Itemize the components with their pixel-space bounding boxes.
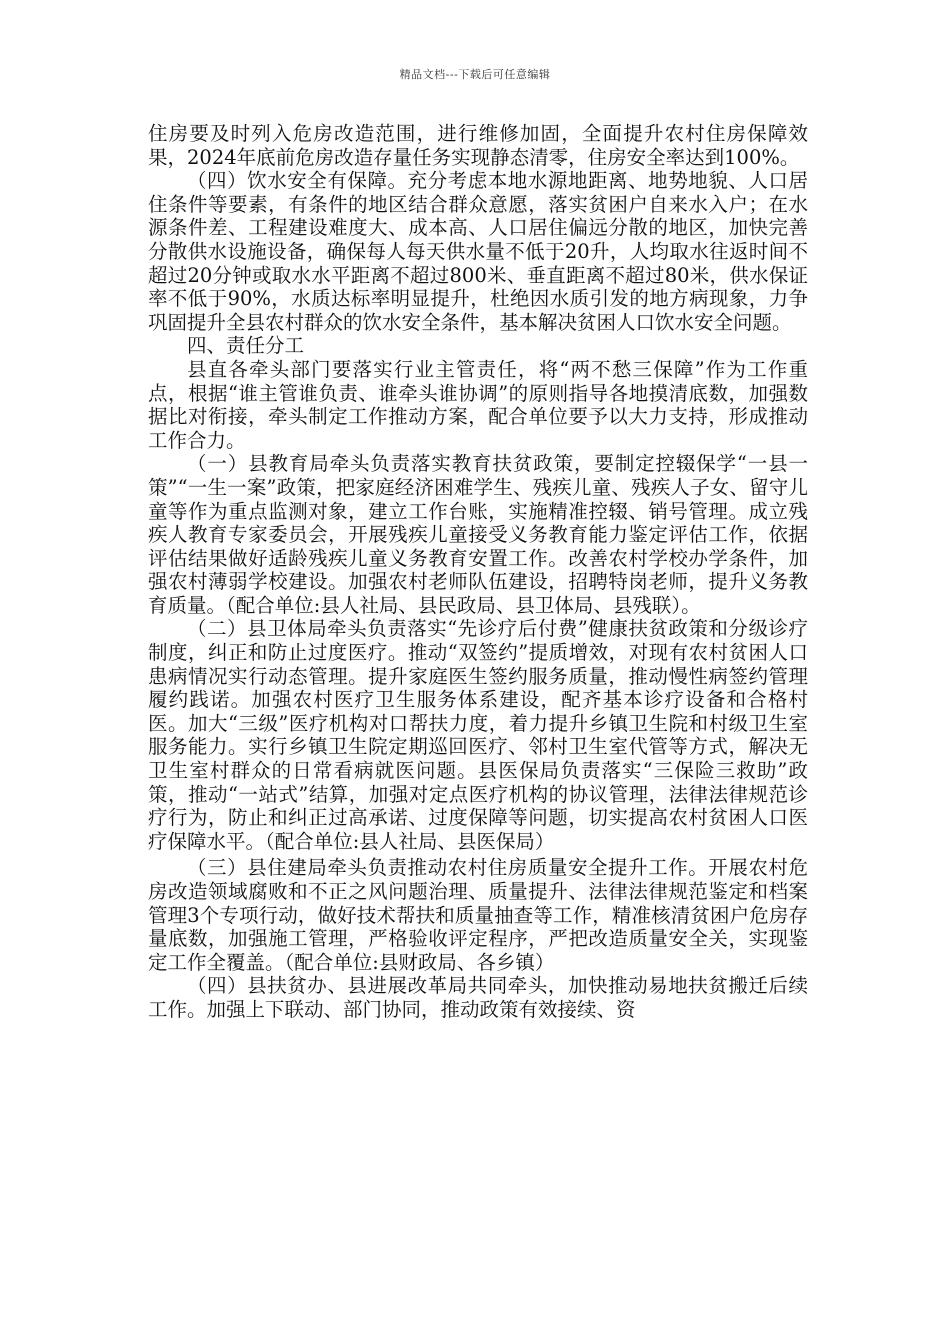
- paragraph-drinking-water: （四）饮水安全有保障。充分考虑本地水源地距离、地势地貌、人口居住条件等要素，有条件的地区结合群众意愿，落实贫困户自来水入户；在水源条件差、工程建设难度大、成本高、人口居住偏远分散的地区，加快完善分散供水设施设备，确保每人每天供水量不低于20升，人均取水往返时间不超过20分钟或取水水平距离不超过800米、垂直距离不超过80米，供水保证率不低于90%，水质达标率明显提升，杜绝因水质引发的地方病现象，力争巩固提升全县农村群众的饮水安全条件，基本解决贫困人口饮水安全问题。: [148, 169, 808, 334]
- section-heading-responsibility: 四、责任分工: [187, 334, 305, 358]
- paragraph-poverty-office: （四）县扶贫办、县进展改革局共同牵头，加快推动易地扶贫搬迁后续工作。加强上下联动、部门协同，推动政策有效接续、资: [148, 974, 808, 1021]
- paragraph-health-bureau: （二）县卫体局牵头负责落实“先诊疗后付费”健康扶贫政策和分级诊疗制度，纠正和防止过度医疗。推动“双签约”提质增效，对现有农村贫困人口患病情况实行动态管理。提升家庭医生签约服务质量，推动慢性病签约管理履约践诺。加强农村医疗卫生服务体系建设，配齐基本诊疗设备和合格村医。加大“三级”医疗机构对口帮扶力度，着力提升乡镇卫生院和村级卫生室服务能力。实行乡镇卫生院定期巡回医疗、邻村卫生室代管等方式，解决无卫生室村群众的日常看病就医问题。县医保局负责落实“三保险三救助”政策，推动“一站式”结算，加强对定点医疗机构的协议管理，法律法律规范诊疗行为，防止和纠正过高承诺、过度保障等问题，切实提高农村贫困人口医疗保障水平。（配合单位:县人社局、县医保局）: [148, 617, 808, 853]
- paragraph-housing-continued: 住房要及时列入危房改造范围，进行维修加固，全面提升农村住房保障效果，2024年底前危房改造存量任务实现静态清零，住房安全率达到100%。: [148, 122, 808, 169]
- paragraph-housing-bureau: （三）县住建局牵头负责推动农村住房质量安全提升工作。开展农村危房改造领域腐败和不正之风问题治理、质量提升、法律法律规范鉴定和档案管理3个专项行动，做好技术帮扶和质量抽查等工作，精准核清贫困户危房存量底数，加强施工管理，严格验收评定程序，严把改造质量安全关，实现鉴定工作全覆盖。（配合单位:县财政局、各乡镇）: [148, 856, 808, 974]
- page-header: 精品文档---下载后可任意编辑: [399, 68, 551, 81]
- paragraph-education-bureau: （一）县教育局牵头负责落实教育扶贫政策，要制定控辍保学“一县一策”“一生一案”政策，把家庭经济困难学生、残疾儿童、残疾人子女、留守儿童等作为重点监测对象，建立工作台账，实施精准控辍、销号管理。成立残疾人教育专家委员会，开展残疾儿童接受义务教育能力鉴定评估工作，依据评估结果做好适龄残疾儿童义务教育安置工作。改善农村学校办学条件，加强农村薄弱学校建设。加强农村老师队伍建设，招聘特岗老师，提升义务教育质量。（配合单位:县人社局、县民政局、县卫体局、县残联）。: [148, 452, 808, 617]
- document-body: [148, 122, 808, 1022]
- paragraph-responsibility-intro: 县直各牵头部门要落实行业主管责任，将“两不愁三保障”作为工作重点，根据“谁主管谁负责、谁牵头谁协调”的原则指导各地摸清底数，加强数据比对衔接，牵头制定工作推动方案，配合单位要予以大力支持，形成推动工作合力。: [148, 357, 808, 452]
